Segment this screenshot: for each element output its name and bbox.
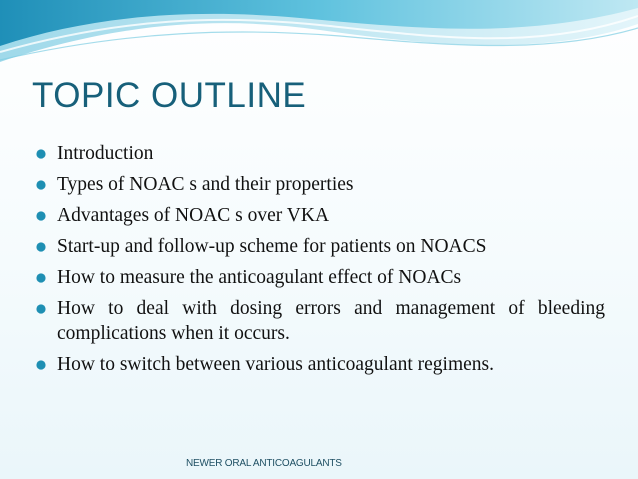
list-item-text: Introduction	[57, 143, 154, 164]
list-item-text: How to measure the anticoagulant effect of NOACs	[57, 267, 462, 288]
slide-footer: NEWER ORAL ANTICOAGULANTS	[186, 458, 342, 469]
bullet-icon	[36, 273, 46, 283]
bullet-icon	[36, 149, 46, 159]
list-item	[33, 141, 605, 166]
list-item-text: Advantages of NOAC s over VKA	[57, 205, 330, 226]
list-item-text: How to deal with dosing errors and management of bleeding complications when it occurs.	[57, 298, 605, 344]
list-item	[33, 234, 605, 259]
list-item	[33, 172, 605, 197]
bullet-icon	[36, 304, 46, 314]
list-item	[33, 203, 605, 228]
list-item	[33, 296, 605, 346]
bullet-icon	[36, 242, 46, 252]
bullet-icon	[36, 180, 46, 190]
bullet-icon	[36, 211, 46, 221]
list-item	[33, 265, 605, 290]
list-item	[33, 352, 605, 377]
list-item-text: Types of NOAC s and their properties	[57, 174, 354, 195]
list-item-text: How to switch between various anticoagulant regimens.	[57, 354, 495, 375]
list-item-text: Start-up and follow-up scheme for patients on NOACS	[57, 236, 487, 257]
topic-list	[33, 141, 605, 383]
slide-title: TOPIC OUTLINE	[32, 76, 307, 115]
top-wave-decoration	[0, 0, 638, 75]
bullet-icon	[36, 360, 46, 370]
